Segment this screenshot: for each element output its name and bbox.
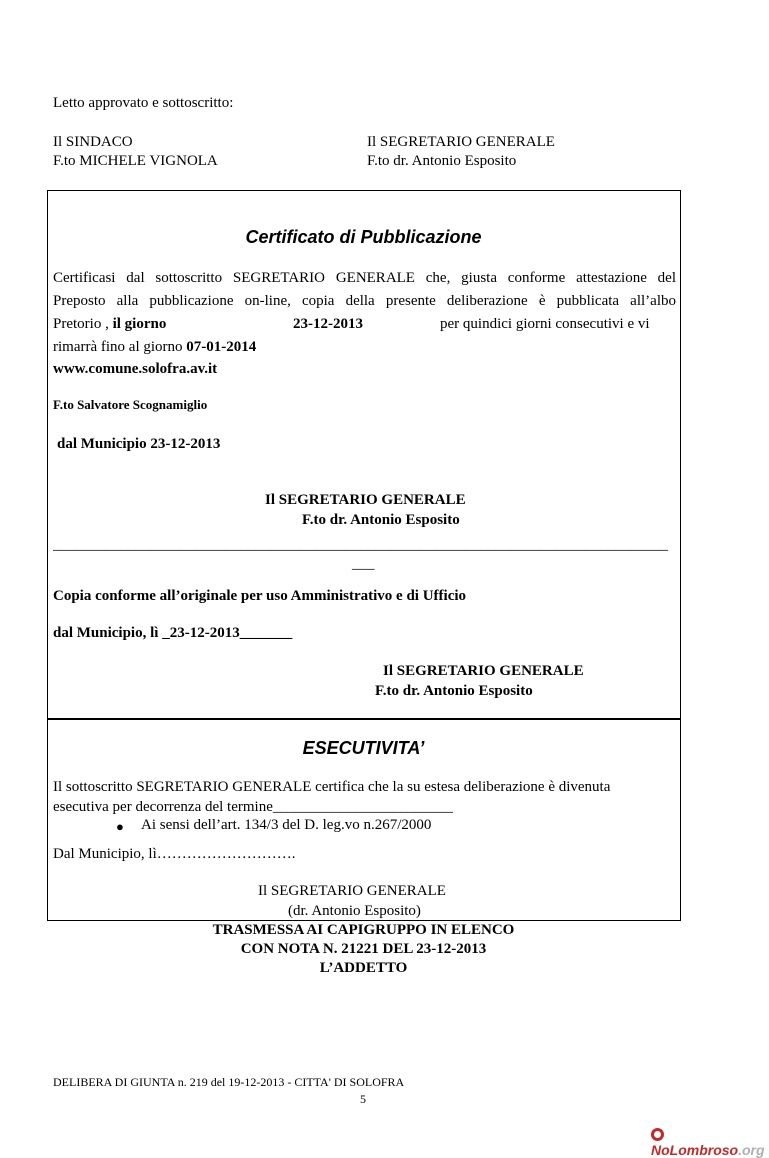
municipio-date: dal Municipio 23-12-2013 (57, 436, 221, 452)
certificate-line-2: Preposto alla pubblicazione on-line, copia della presente deliberazione è pubblicata all’albo (53, 293, 676, 309)
esecutivita-line-2: esecutiva per decorrenza del termine________________________ (53, 799, 453, 815)
footer-delibera: DELIBERA DI GIUNTA n. 219 del 19-12-2013 - CITTA' DI SOLOFRA (53, 1075, 405, 1089)
segretario-title: Il SEGRETARIO GENERALE (367, 134, 555, 150)
segretario-name: F.to dr. Antonio Esposito (367, 153, 517, 169)
page-number: 5 (360, 1092, 366, 1106)
certificate-line-3-start (53, 316, 166, 333)
rimarra-text: rimarrà fino al giorno (53, 339, 187, 355)
publisher-signature: F.to Salvatore Scognamiglio (53, 397, 208, 412)
no-sign-icon (651, 1128, 664, 1141)
esecutivita-bullet-text: Ai sensi dell’art. 134/3 del D. leg.vo n.267/2000 (141, 817, 432, 833)
bullet-icon: ● (116, 819, 124, 834)
certificate-line-4 (53, 339, 256, 356)
certificate-title: Certificato di Pubblicazione (245, 227, 482, 247)
trasmessa-line-1: TRASMESSA AI CAPIGRUPPO IN ELENCO (212, 922, 515, 938)
end-date: 07-01-2014 (186, 339, 257, 355)
il-giorno-label: il giorno (112, 316, 167, 332)
watermark (651, 1126, 769, 1158)
signature-intro: Letto approvato e sottoscritto: (53, 95, 234, 111)
sindaco-title: Il SINDACO (53, 134, 133, 150)
signer2-name: F.to dr. Antonio Esposito (375, 683, 533, 699)
signer2-title: Il SEGRETARIO GENERALE (383, 663, 584, 679)
pretorio-text: Pretorio , (53, 316, 113, 332)
esecutivita-dal-municipio: Dal Municipio, lì………………………. (53, 846, 296, 862)
separator-tail: ___ (352, 556, 375, 572)
esecutivita-title: ESECUTIVITA’ (302, 738, 425, 758)
trasmessa-line-2: CON NOTA N. 21221 DEL 23-12-2013 (240, 941, 487, 957)
trasmessa-line-3: L’ADDETTO (319, 960, 408, 976)
watermark-brand: NoLombroso (651, 1142, 739, 1158)
watermark-domain: .org (738, 1142, 765, 1158)
copia-date-value: _23-12-2013_______ (162, 625, 293, 641)
certificate-line-1: Certificasi dal sottoscritto SEGRETARIO GENERALE che, giusta conforme attestazione del (53, 270, 676, 286)
esecutivita-signer-name: (dr. Antonio Esposito) (288, 903, 421, 919)
copia-date-label: dal Municipio, lì (53, 625, 163, 641)
esecutivita-signer-title: Il SEGRETARIO GENERALE (258, 883, 446, 899)
signer-name: F.to dr. Antonio Esposito (302, 512, 460, 528)
copia-conforme: Copia conforme all’originale per uso Amministrativo e di Ufficio (53, 588, 467, 604)
copia-date-row (53, 625, 292, 642)
website-link[interactable]: www.comune.solofra.av.it (53, 361, 218, 377)
certificate-line-3-end: per quindici giorni consecutivi e vi (440, 316, 650, 332)
esecutivita-line-1: Il sottoscritto SEGRETARIO GENERALE certifica che la su estesa deliberazione è divenuta (53, 779, 611, 795)
sindaco-name: F.to MICHELE VIGNOLA (53, 153, 218, 169)
publication-date: 23-12-2013 (293, 316, 363, 332)
signer-title: Il SEGRETARIO GENERALE (265, 492, 466, 508)
separator-line: __________________________________________________________________________________ (53, 537, 668, 553)
